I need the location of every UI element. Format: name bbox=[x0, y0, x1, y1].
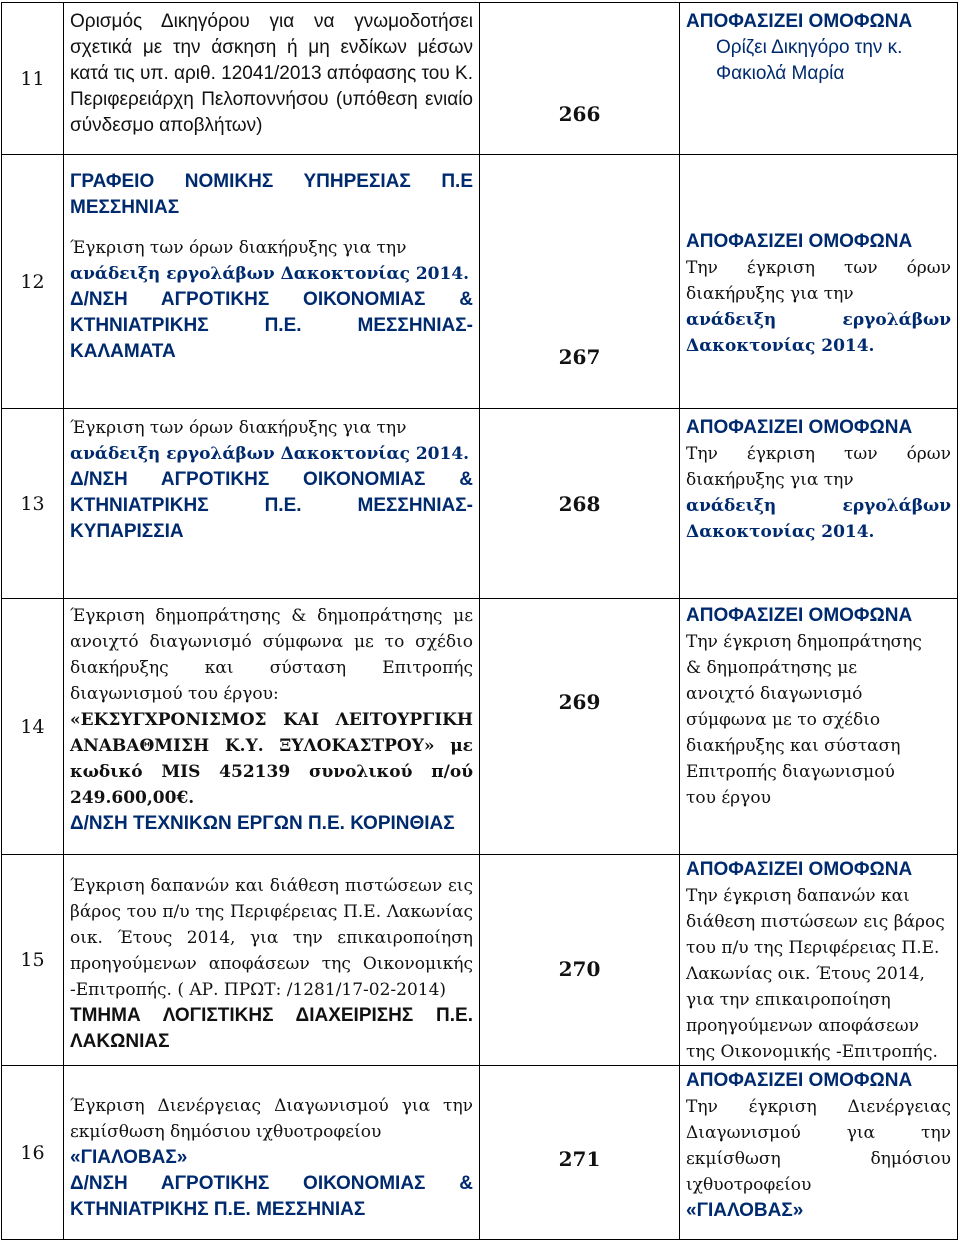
decision-number bbox=[480, 855, 680, 1066]
decision-number-text: 268 bbox=[558, 491, 601, 516]
resolution-text: Την έγκριση των όρων διακήρυξης για την bbox=[686, 258, 951, 304]
department-name: Δ/ΝΣΗ ΤΕΧΝΙΚΩΝ ΕΡΓΩΝ Π.Ε. ΚΟΡΙΝΘΙΑΣ bbox=[70, 813, 455, 834]
resolution-text: Την έγκριση Διενέργειας Διαγωνισμού για την εκμίσθωση δημόσιου ιχθυοτροφείου bbox=[686, 1097, 951, 1195]
description-text: Έγκριση των όρων διακήρυξης για την bbox=[70, 238, 407, 258]
table-row bbox=[2, 599, 958, 855]
table-row bbox=[2, 1066, 958, 1240]
decision-number-text: 269 bbox=[558, 689, 601, 714]
resolution-heading: ΑΠΟΦΑΣΙΖΕΙ ΟΜΟΦΩΝΑ bbox=[686, 231, 913, 252]
decision-number-text: 267 bbox=[558, 344, 601, 369]
decision-number bbox=[480, 409, 680, 599]
department-name: Δ/ΝΣΗ ΑΓΡΟΤΙΚΗΣ ΟΙΚΟΝΟΜΙΑΣ & ΚΤΗΝΙΑΤΡΙΚΗΣ Π.Ε. ΜΕΣΣΗΝΙΑΣ bbox=[70, 1172, 473, 1220]
department-header: ΓΡΑΦΕΙΟ ΝΟΜΙΚΗΣ ΥΠΗΡΕΣΙΑΣ Π.Ε ΜΕΣΣΗΝΙΑΣ bbox=[70, 171, 473, 218]
resolution bbox=[680, 1066, 958, 1240]
description-text: Έγκριση Διενέργειας Διαγωνισμού για την εκμίσθωση δημόσιου ιχθυοτροφείου bbox=[70, 1095, 473, 1142]
description-bold: «ΓΙΑΛΟΒΑΣ» bbox=[70, 1146, 188, 1168]
agenda-table bbox=[1, 2, 958, 1240]
decision-number-text: 266 bbox=[558, 101, 601, 126]
item-number: 11 bbox=[2, 3, 64, 155]
table-row bbox=[2, 409, 958, 599]
resolution-bold: ανάδειξη εργολάβων Δακοκτονίας 2014. bbox=[686, 310, 951, 356]
resolution-heading: ΑΠΟΦΑΣΙΖΕΙ ΟΜΟΦΩΝΑ bbox=[686, 859, 913, 880]
description-text: Έγκριση των όρων διακήρυξης για την bbox=[70, 418, 407, 438]
item-description bbox=[64, 855, 480, 1066]
description-bold: ανάδειξη εργολάβων Δακοκτονίας 2014. bbox=[70, 264, 470, 284]
department-name: Δ/ΝΣΗ ΑΓΡΟΤΙΚΗΣ ΟΙΚΟΝΟΜΙΑΣ & ΚΤΗΝΙΑΤΡΙΚΗΣ Π.Ε. ΜΕΣΣΗΝΙΑΣ- ΚΥΠΑΡΙΣΣΙΑ bbox=[70, 469, 473, 542]
description-text: Ορισμός Δικηγόρου για να γνωμοδοτήσει σχετικά με την άσκηση ή μη ενδίκων μέσων κατά τις υπ. αριθ. 12041/2013 απόφασης του Κ. Περιφερειάρχη Πελοποννήσου (υπόθεση ενιαίο σύνδεσμο αποβλήτων) bbox=[70, 11, 473, 136]
table-row bbox=[2, 155, 958, 409]
resolution bbox=[680, 3, 958, 155]
description-text: Έγκριση δημοπράτησης & δημοπράτησης με ανοιχτό διαγωνισμό σύμφωνα με το σχέδιο διακήρυξης και σύσταση Επιτροπής διαγωνισμού του έργου: bbox=[70, 606, 473, 704]
description-bold: «ΕΚΣΥΓΧΡΟΝΙΣΜΟΣ ΚΑΙ ΛΕΙΤΟΥΡΓΙΚΗ ΑΝΑΒΑΘΜΙΣΗ Κ.Υ. ΞΥΛΟΚΑΣΤΡΟΥ» με κωδικό MIS 452139 συνολικού π/ού 249.600,00€. bbox=[70, 710, 473, 808]
item-number: 15 bbox=[2, 855, 64, 1066]
table-row bbox=[2, 855, 958, 1066]
decision-number-text: 270 bbox=[558, 957, 601, 981]
resolution bbox=[680, 855, 958, 1066]
description-text: Έγκριση δαπανών και διάθεση πιστώσεων εις βάρος του π/υ της Περιφέρειας Π.Ε. Λακωνίας οικ. Έτους 2014, για την επικαιροποίηση προηγούμενων αποφάσεων της Οικονομικής -Επιτροπής. ( ΑΡ. ΠΡΩΤ: /1281/17-02-2014) bbox=[70, 876, 473, 1000]
resolution-bold: «ΓΙΑΛΟΒΑΣ» bbox=[686, 1200, 804, 1221]
resolution-bold: ανάδειξη εργολάβων Δακοκτονίας 2014. bbox=[686, 496, 951, 542]
decision-number bbox=[480, 599, 680, 855]
resolution-heading: ΑΠΟΦΑΣΙΖΕΙ ΟΜΟΦΩΝΑ bbox=[686, 1070, 913, 1091]
department-name: Δ/ΝΣΗ ΑΓΡΟΤΙΚΗΣ ΟΙΚΟΝΟΜΙΑΣ & ΚΤΗΝΙΑΤΡΙΚΗΣ Π.Ε. ΜΕΣΣΗΝΙΑΣ- ΚΑΛΑΜΑΤΑ bbox=[70, 289, 473, 362]
resolution-text: Ορίζει Δικηγόρο την κ. Φακιολά Μαρία bbox=[716, 37, 903, 84]
resolution bbox=[680, 599, 958, 855]
item-number: 12 bbox=[2, 155, 64, 409]
resolution-text: Την έγκριση των όρων διακήρυξης για την bbox=[686, 444, 951, 490]
decision-number bbox=[480, 155, 680, 409]
table-row bbox=[2, 3, 958, 155]
resolution-heading: ΑΠΟΦΑΣΙΖΕΙ ΟΜΟΦΩΝΑ bbox=[686, 11, 913, 32]
item-number: 13 bbox=[2, 409, 64, 599]
item-description bbox=[64, 409, 480, 599]
item-description bbox=[64, 1066, 480, 1240]
resolution bbox=[680, 155, 958, 409]
resolution-text: Την έγκριση δημοπράτησης & δημοπράτησης με ανοιχτό διαγωνισμό σύμφωνα με το σχέδιο διακήρυξης και σύσταση Επιτροπής διαγωνισμού του έργου bbox=[686, 632, 922, 808]
item-description bbox=[64, 155, 480, 409]
resolution bbox=[680, 409, 958, 599]
item-description bbox=[64, 599, 480, 855]
description-bold: ανάδειξη εργολάβων Δακοκτονίας 2014. bbox=[70, 444, 470, 464]
item-description bbox=[64, 3, 480, 155]
decision-number bbox=[480, 3, 680, 155]
decision-number bbox=[480, 1066, 680, 1240]
department-name: ΤΜΗΜΑ ΛΟΓΙΣΤΙΚΗΣ ΔΙΑΧΕΙΡΙΣΗΣ Π.Ε. ΛΑΚΩΝΙΑΣ bbox=[70, 1005, 473, 1052]
resolution-text: Την έγκριση δαπανών και διάθεση πιστώσεων εις βάρος του π/υ της Περιφέρειας Π.Ε. Λακωνίας οικ. Έτους 2014, για την επικαιροποίηση προηγούμενων αποφάσεων της Οικονομικής -Επιτροπής. bbox=[686, 886, 945, 1062]
item-number: 14 bbox=[2, 599, 64, 855]
resolution-heading: ΑΠΟΦΑΣΙΖΕΙ ΟΜΟΦΩΝΑ bbox=[686, 417, 913, 438]
resolution-heading: ΑΠΟΦΑΣΙΖΕΙ ΟΜΟΦΩΝΑ bbox=[686, 605, 913, 626]
decision-number-text: 271 bbox=[558, 1146, 601, 1171]
item-number: 16 bbox=[2, 1066, 64, 1240]
